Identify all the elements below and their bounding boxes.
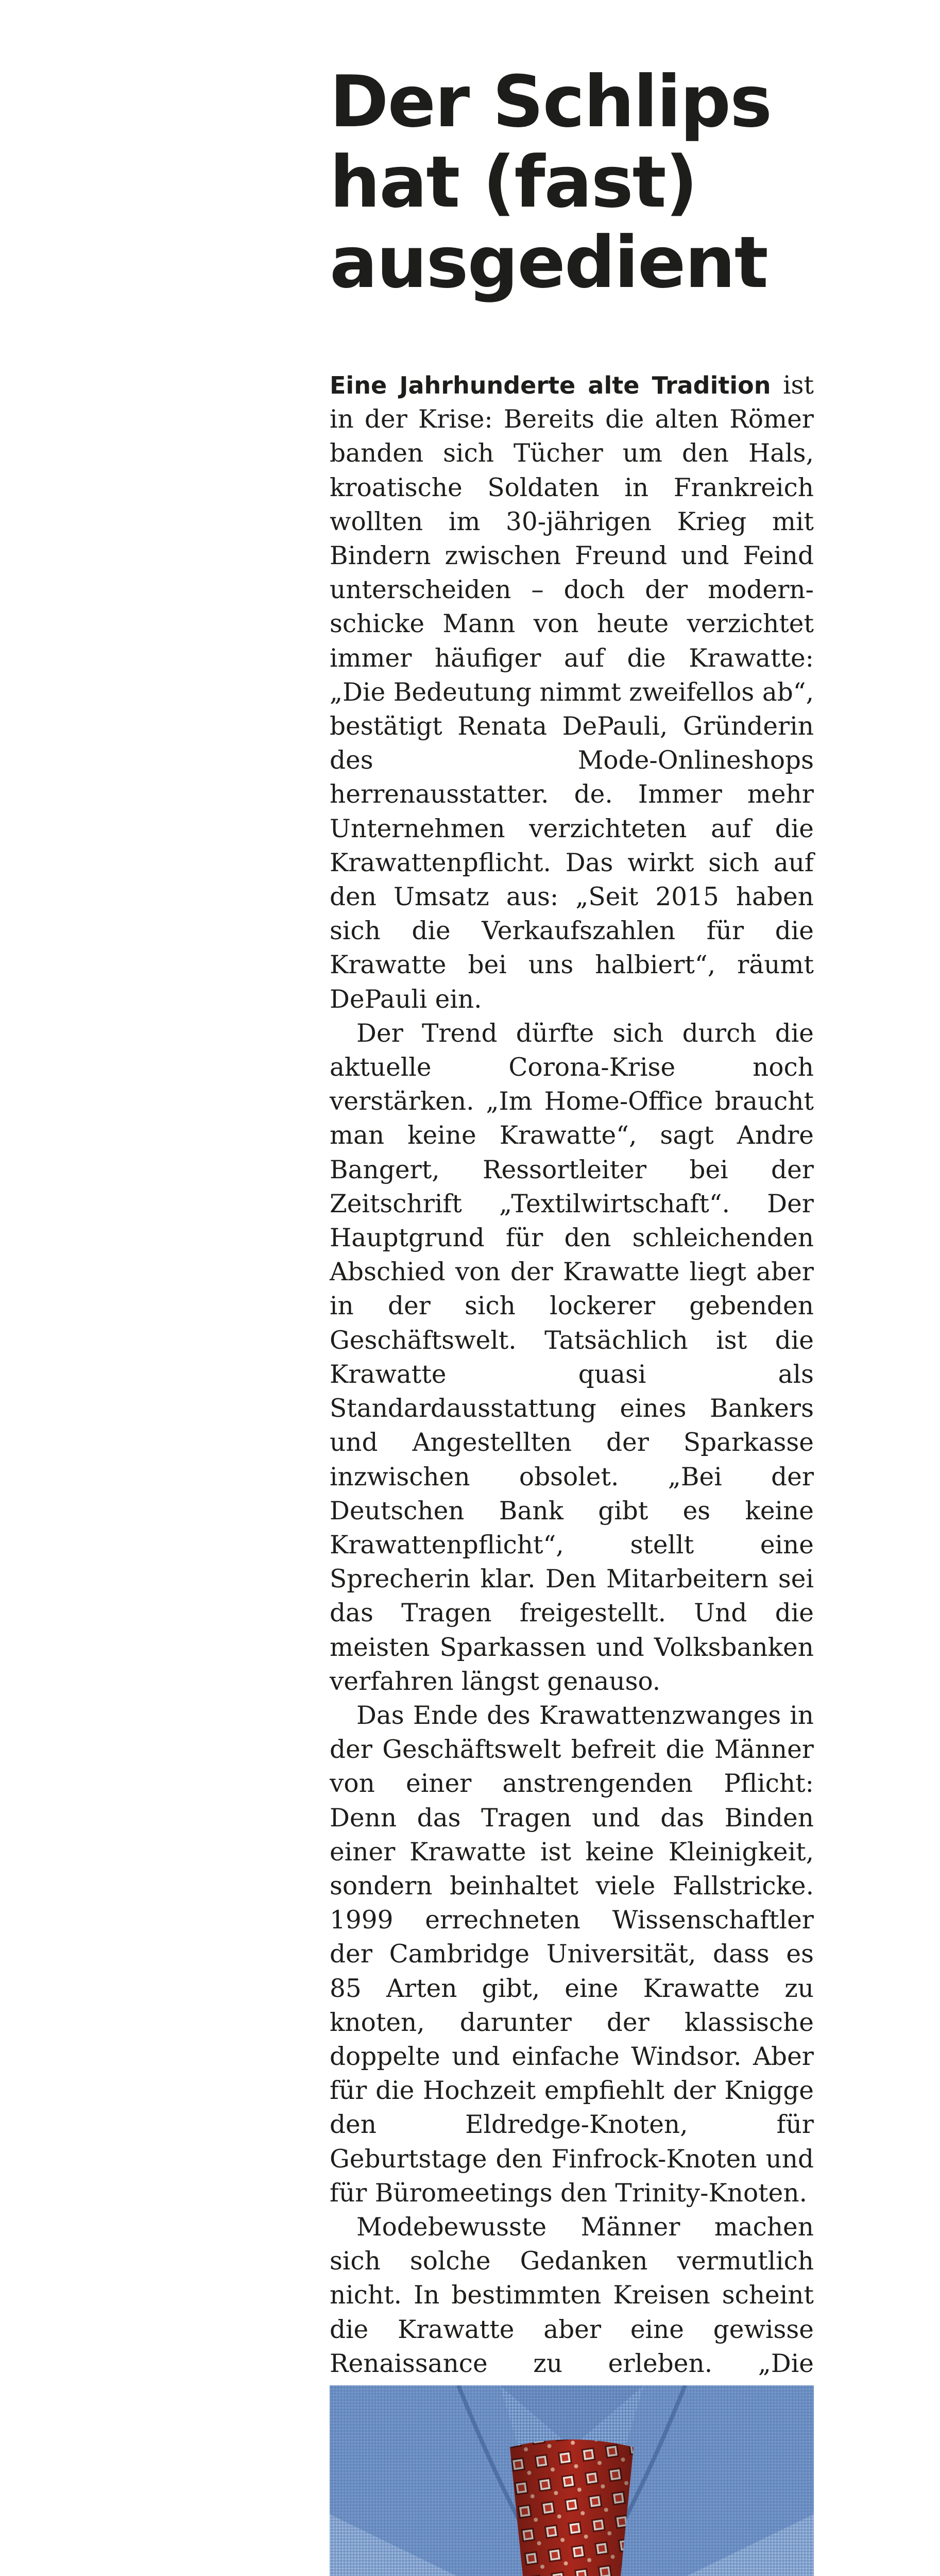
article-lead: Eine Jahrhunderte alte Tradition xyxy=(330,371,771,399)
tie-photo-illustration xyxy=(330,2385,814,2576)
article-paragraph-1-text: ist in der Krise: Bereits die alten Römer banden sich Tücher um den Hals, kroatische Soldaten in Frankreich wollten im 30-jährigen Krieg mit Bindern zwischen Freund und Feind unterscheiden – doch der modern-schicke Mann von heute verzichtet immer häufiger auf die Krawatte: „Die Bedeutung nimmt zweifellos ab“, bestätigt Renata DePauli, Gründerin des Mode-Onlineshops herrenausstatter. de. Immer mehr Unternehmen verzichteten auf die Krawattenpflicht. Das wirkt sich auf den Umsatz aus: „Seit 2015 haben sich die Verkaufszahlen für die Krawatte bei uns halbiert“, räumt DePauli ein. xyxy=(330,371,814,1014)
headline-line-3: ausgedient xyxy=(330,221,767,304)
article-body xyxy=(330,368,814,2551)
tie-photo xyxy=(330,2385,814,2576)
headline xyxy=(330,62,845,303)
article-paragraph-2: Der Trend dürfte sich durch die aktuelle Corona-Krise noch verstärken. „Im Home-Office braucht man keine Krawatte“, sagt Andre Bangert, Ressortleiter bei der Zeitschrift „Textilwirtschaft“. Der Hauptgrund für den schleichenden Abschied von der Krawatte liegt aber in der sich lockerer gebenden Geschäftswelt. Tatsächlich ist die Krawatte quasi als Standardausstattung eines Bankers und Angestellten der Sparkasse inzwischen obsolet. „Bei der Deutschen Bank gibt es keine Krawattenpflicht“, stellt eine Sprecherin klar. Den Mitarbeitern sei das Tragen freigestellt. Und die meisten Sparkassen und Volksbanken verfahren längst genauso. xyxy=(330,1019,814,1696)
article-paragraph-1 xyxy=(330,368,814,1016)
article-paragraph-4-text: Modebewusste Männer machen sich solche Gedanken vermutlich nicht. In bestimmten Kreisen scheint die Krawatte aber eine gewisse Renaissance zu erleben. „Die xyxy=(330,2212,814,2378)
article-paragraph-3: Das Ende des Krawattenzwanges in der Geschäftswelt befreit die Männer von einer anstrengenden Pflicht: Denn das Tragen und das Binden einer Krawatte ist keine Kleinigkeit, sondern beinhaltet viele Fallstricke. 1999 errechneten Wissenschaftler der Cambridge Universität, dass es 85 Arten gibt, eine Krawatte zu knoten, darunter der klassische doppelte und einfache Windsor. Aber für die Hochzeit empfiehlt der Knigge den Eldredge-Knoten, für Geburtstage den Finfrock-Knoten und für Büromeetings den Trinity-Knoten. xyxy=(330,1701,814,2208)
headline-line-1: Der Schlips xyxy=(330,60,772,143)
headline-line-2: hat (fast) xyxy=(330,141,697,224)
